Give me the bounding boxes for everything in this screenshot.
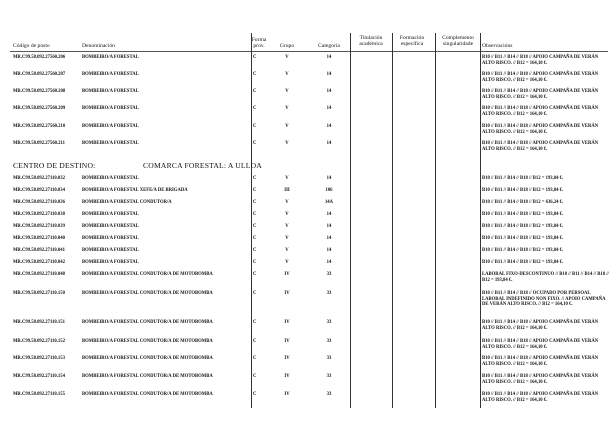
cell-denominacion: BOMBEIRO/A FORESTAL XEFE/A DE BRIGADA [82,188,188,193]
cell-denominacion: BOMBEIRO/A FORESTAL CONDUTOR/A DE MOTOBOMBA [82,320,213,325]
cell-grupo: V [285,72,289,77]
cell-categoria: 33 [326,356,332,361]
cell-observacions: B10 // B11 // B14 // B18 // APOIO CAMPAÑA DE VERÁN ALTO RISCO. // B12 = 164,10 €. [482,124,599,135]
cell-grupo: V [285,248,289,253]
cell-forma: C [253,176,257,181]
cell-forma: C [253,89,257,94]
cell-observacions: B10 // B11 // B14 // B18 // APOIO CAMPAÑA DE VERÁN ALTO RISCO. // B12 = 164,10 €. [482,374,599,385]
cell-observacions: B10 // B11 // B14 // B18 // APOIO CAMPAÑA DE VERÁN ALTO RISCO. // B12 = 164,10 €. [482,141,599,152]
cell-categoria: 14 [326,55,332,60]
cell-denominacion: BOMBEIRO/A FORESTAL CONDUTOR/A DE MOTOBOMBA [82,291,213,296]
cell-forma: C [253,356,257,361]
cell-code: MR.C99.58.092.27560.209 [13,106,66,111]
cell-observacions: B10 // B11 // B14 // B18 // B12 = 193,84 €. [482,212,564,217]
cell-denominacion: BOMBEIRO/A FORESTAL CONDUTOR/A DE MOTOBOMBA [82,339,213,344]
cell-code: MR.C99.58.092.27110.032 [13,176,65,181]
cell-denominacion: BOMBEIRO/A FORESTAL [82,176,139,181]
cell-categoria: 106 [325,188,333,193]
cell-grupo: V [285,236,289,241]
cell-forma: C [253,272,257,277]
header-forma: Forma prov. [251,37,267,50]
cell-denominacion: BOMBEIRO/A FORESTAL [82,260,139,265]
cell-denominacion: BOMBEIRO/A FORESTAL [82,89,139,94]
cell-denominacion: BOMBEIRO/A FORESTAL [82,212,139,217]
cell-forma: C [253,55,257,60]
cell-forma: C [253,200,257,205]
cell-code: MR.C99.58.092.27110.048 [13,272,65,277]
cell-grupo: V [285,89,289,94]
cell-categoria: 14 [326,72,332,77]
cell-observacions: B10 // B11 // B14 // B18 // APOIO CAMPAÑA DE VERÁN ALTO RISCO. // B12 = 164,10 €. [482,72,599,83]
cell-categoria: 14 [326,248,332,253]
cell-code: MR.C99.58.092.27110.155 [13,392,65,397]
cell-grupo: V [285,55,289,60]
cell-denominacion: BOMBEIRO/A FORESTAL [82,236,139,241]
header-grupo: Grupo [279,43,295,49]
cell-denominacion: BOMBEIRO/A FORESTAL CONDUTOR/A DE MOTOBOMBA [82,272,213,277]
cell-grupo: V [285,106,289,111]
cell-categoria: 14 [326,224,332,229]
cell-observacions: B10 // B11 // B14 // B18 // OCUPADO POR PERSOAL LABORAL INDEFINIDO NON FIXO. // APOIO CAMPAÑA DE VERÁN ALTO RISCO. // B12 = 164,10 €. [482,291,606,308]
cell-forma: C [253,374,257,379]
cell-categoria: 14A [324,200,334,205]
cell-forma: C [253,224,257,229]
header-observacions: Observacións [482,43,513,49]
cell-categoria: 33 [326,291,332,296]
cell-categoria: 33 [326,320,332,325]
cell-code: MR.C99.58.092.27110.153 [13,356,65,361]
column-rule [392,33,393,408]
cell-observacions: B10 // B11 // B14 // B18 // B12 = 193,84 €. [482,176,564,181]
cell-denominacion: BOMBEIRO/A FORESTAL [82,248,139,253]
cell-observacions: B10 // B11 // B14 // B18 // B12 = 193,84 €. [482,236,564,241]
cell-forma: C [253,248,257,253]
column-rule [435,33,436,408]
cell-categoria: 14 [326,124,332,129]
cell-grupo: IV [284,320,290,325]
cell-observacions: B10 // B11 // B14 // B18 // APOIO CAMPAÑA DE VERÁN ALTO RISCO. // B12 = 164,10 €. [482,89,599,100]
cell-code: MR.C99.58.092.27560.211 [13,141,65,146]
cell-grupo: IV [284,339,290,344]
cell-forma: C [253,106,257,111]
cell-categoria: 14 [326,141,332,146]
header-rule [10,51,608,52]
cell-code: MR.C99.58.092.27110.151 [13,320,65,325]
cell-code: MR.C99.58.092.27560.208 [13,89,66,94]
cell-denominacion: BOMBEIRO/A FORESTAL [82,141,139,146]
cell-forma: C [253,291,257,296]
cell-categoria: 33 [326,374,332,379]
cell-grupo: III [284,188,290,193]
header-complemento: Complemento singularidade [442,35,474,48]
cell-grupo: V [285,124,289,129]
cell-observacions: B10 // B11 // B14 // B18 // APOIO CAMPAÑA DE VERÁN ALTO RISCO. // B12 = 164,10 €. [482,392,599,403]
cell-observacions: B10 // B11 // B14 // B18 // APOIO CAMPAÑA DE VERÁN ALTO RISCO. // B12 = 164,10 €. [482,320,599,331]
cell-observacions: B10 // B11 // B14 // B18 // APOIO CAMPAÑA DE VERÁN ALTO RISCO. // B12 = 164,10 €. [482,356,599,367]
cell-categoria: 14 [326,176,332,181]
header-denominacion: Denominación [82,43,115,49]
cell-forma: C [253,320,257,325]
cell-observacions: B10 // B11 // B14 // B18 // B12 = 193,84 €. [482,188,564,193]
cell-grupo: IV [284,374,290,379]
cell-forma: C [253,392,257,397]
cell-code: MR.C99.58.092.27110.152 [13,339,65,344]
cell-code: MR.C99.58.092.27560.210 [13,124,66,129]
cell-categoria: 14 [326,212,332,217]
cell-categoria: 33 [326,339,332,344]
cell-grupo: V [285,260,289,265]
cell-categoria: 14 [326,260,332,265]
cell-forma: C [253,212,257,217]
cell-grupo: IV [284,272,290,277]
cell-categoria: 14 [326,106,332,111]
cell-code: MR.C99.58.092.27110.040 [13,236,65,241]
cell-denominacion: BOMBEIRO/A FORESTAL CONDUTOR/A DE MOTOBOMBA [82,374,213,379]
cell-denominacion: BOMBEIRO/A FORESTAL CONDUTOR/A DE MOTOBOMBA [82,356,213,361]
cell-grupo: V [285,224,289,229]
cell-grupo: V [285,176,289,181]
cell-categoria: 33 [326,392,332,397]
cell-observacions: B10 // B11 // B14 // B18 // B12 = 636,24 €. [482,200,564,205]
section-value: COMARCA FORESTAL: A ULLOA [143,161,262,170]
cell-forma: C [253,72,257,77]
cell-forma: C [253,141,257,146]
column-rule [350,33,351,408]
cell-grupo: IV [284,291,290,296]
cell-observacions: B10 // B11 // B14 // B18 // B12 = 193,84 €. [482,224,564,229]
cell-code: MR.C99.58.092.27110.042 [13,260,65,265]
column-rule [480,33,481,408]
cell-observacions: B10 // B11 // B14 // B18 // APOIO CAMPAÑA DE VERÁN ALTO RISCO. // B12 = 164,10 €. [482,339,599,350]
cell-forma: C [253,339,257,344]
cell-denominacion: BOMBEIRO/A FORESTAL [82,124,139,129]
cell-grupo: IV [284,356,290,361]
cell-grupo: V [285,212,289,217]
cell-categoria: 14 [326,236,332,241]
cell-grupo: V [285,141,289,146]
cell-denominacion: BOMBEIRO/A FORESTAL [82,224,139,229]
header-formacion: Formación específica [399,35,425,48]
column-rule [251,33,252,408]
cell-grupo: V [285,200,289,205]
cell-denominacion: BOMBEIRO/A FORESTAL [82,106,139,111]
cell-code: MR.C99.58.092.27560.207 [13,72,66,77]
cell-observacions: B10 // B11 // B14 // B18 // APOIO CAMPAÑA DE VERÁN ALTO RISCO. // B12 = 164,10 €. [482,106,599,117]
cell-code: MR.C99.58.092.27560.206 [13,55,66,60]
cell-observacions: B10 // B11 // B14 // B18 // APOIO CAMPAÑA DE VERÁN ALTO RISCO. // B12 = 164,10 €. [482,55,599,66]
cell-code: MR.C99.58.092.27110.154 [13,374,65,379]
cell-categoria: 33 [326,272,332,277]
cell-denominacion: BOMBEIRO/A FORESTAL CONDUTOR/A DE MOTOBOMBA [82,392,213,397]
cell-categoria: 14 [326,89,332,94]
cell-forma: C [253,188,257,193]
cell-forma: C [253,236,257,241]
cell-observacions: B10 // B11 // B14 // B18 // B12 = 193,84 €. [482,260,564,265]
cell-forma: C [253,124,257,129]
cell-denominacion: BOMBEIRO/A FORESTAL [82,72,139,77]
cell-forma: C [253,260,257,265]
cell-code: MR.C99.58.092.27110.150 [13,291,65,296]
cell-denominacion: BOMBEIRO/A FORESTAL [82,55,139,60]
cell-code: MR.C99.58.092.27110.039 [13,224,65,229]
cell-code: MR.C99.58.092.27110.038 [13,212,65,217]
header-codigo: Código de posto [13,43,50,49]
cell-observacions: LABORAL FIXO-DESCONTINUO // B10 // B11 // B14 // B18 // B12 = 193,84 €. [482,272,609,283]
cell-denominacion: BOMBEIRO/A FORESTAL CONDUTOR/A [82,200,172,205]
cell-observacions: B10 // B11 // B14 // B18 // B12 = 193,84 €. [482,248,564,253]
section-label: CENTRO DE DESTINO: [13,161,96,170]
cell-grupo: IV [284,392,290,397]
cell-code: MR.C99.58.092.27110.034 [13,188,65,193]
header-categoria: Categoría [318,43,340,49]
cell-code: MR.C99.58.092.27110.041 [13,248,65,253]
header-titulacion: Titulación académica [359,35,383,48]
cell-code: MR.C99.58.092.27110.036 [13,200,65,205]
